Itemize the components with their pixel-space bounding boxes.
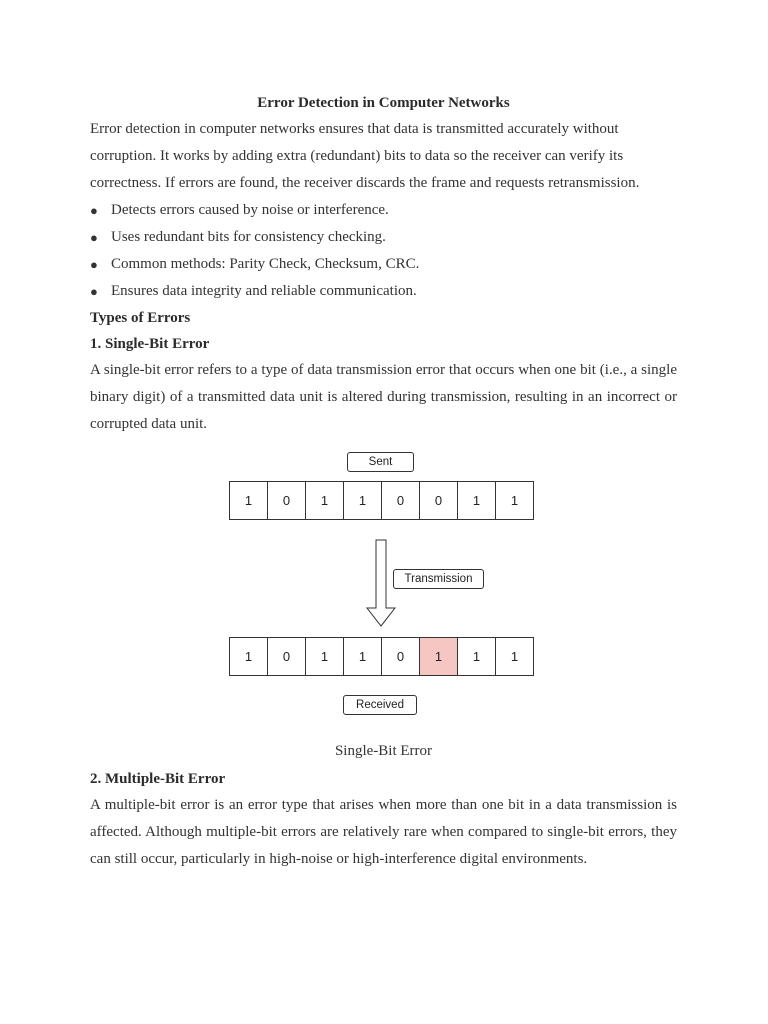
multiple-bit-paragraph: A multiple-bit error is an error type that arises when more than one bit in a data transmission is affected. Although multiple-bit errors are relatively rare when compared to single-bit errors, they can still occur, particularly in high-noise or high-interference digital environments. — [90, 797, 677, 867]
bit-cell: 1 — [458, 638, 496, 675]
types-heading: Types of Errors — [90, 310, 191, 326]
multiple-bit-heading: 2. Multiple-Bit Error — [90, 771, 226, 787]
bit-cell: 1 — [306, 482, 344, 519]
bit-cell: 1 — [230, 638, 268, 675]
received-bits-row — [229, 637, 534, 676]
single-bit-error-diagram — [90, 444, 677, 736]
bit-cell: 1 — [458, 482, 496, 519]
list-item-text: Ensures data integrity and reliable communication. — [111, 283, 417, 299]
bit-cell: 0 — [382, 638, 420, 675]
list-item — [90, 197, 677, 224]
feature-list — [90, 197, 677, 305]
list-item — [90, 278, 677, 305]
bit-cell: 1 — [344, 482, 382, 519]
sent-label: Sent — [347, 452, 414, 472]
bullet-icon: ● — [90, 203, 98, 218]
list-item — [90, 224, 677, 251]
bullet-icon: ● — [90, 284, 98, 299]
bit-cell: 1 — [230, 482, 268, 519]
list-item-text: Uses redundant bits for consistency checking. — [111, 229, 386, 245]
bit-cell: 0 — [382, 482, 420, 519]
document-title: Error Detection in Computer Networks — [257, 95, 510, 111]
list-item — [90, 251, 677, 278]
list-item-text: Common methods: Parity Check, Checksum, CRC. — [111, 256, 420, 272]
bit-cell: 1 — [344, 638, 382, 675]
bullet-icon: ● — [90, 257, 98, 272]
bit-cell: 1 — [510, 649, 519, 664]
single-bit-heading: 1. Single-Bit Error — [90, 336, 210, 352]
bit-cell: 0 — [268, 482, 306, 519]
bit-cell: 0 — [268, 638, 306, 675]
document-page — [90, 92, 677, 873]
diagram-caption: Single-Bit Error — [334, 743, 433, 759]
bit-cell: 1 — [510, 493, 519, 508]
sent-bits-row — [229, 481, 534, 520]
bullet-icon: ● — [90, 230, 98, 245]
bit-cell: 0 — [420, 482, 458, 519]
single-bit-paragraph: A single-bit error refers to a type of data transmission error that occurs when one bit (i.e., a single binary digit) of a transmitted data unit is altered during transmission, resulting in an incorrect or corrupted data unit. — [90, 362, 677, 432]
transmission-label: Transmission — [393, 569, 484, 589]
list-item-text: Detects errors caused by noise or interference. — [111, 202, 389, 218]
bit-cell: 1 — [306, 638, 344, 675]
intro-paragraph: Error detection in computer networks ensures that data is transmitted accurately without corruption. It works by adding extra (redundant) bits to data so the receiver can verify its correctness. If errors are found, the receiver discards the frame and requests retransmission. — [90, 121, 640, 191]
error-bit-cell: 1 — [420, 638, 458, 675]
received-label: Received — [343, 695, 417, 715]
